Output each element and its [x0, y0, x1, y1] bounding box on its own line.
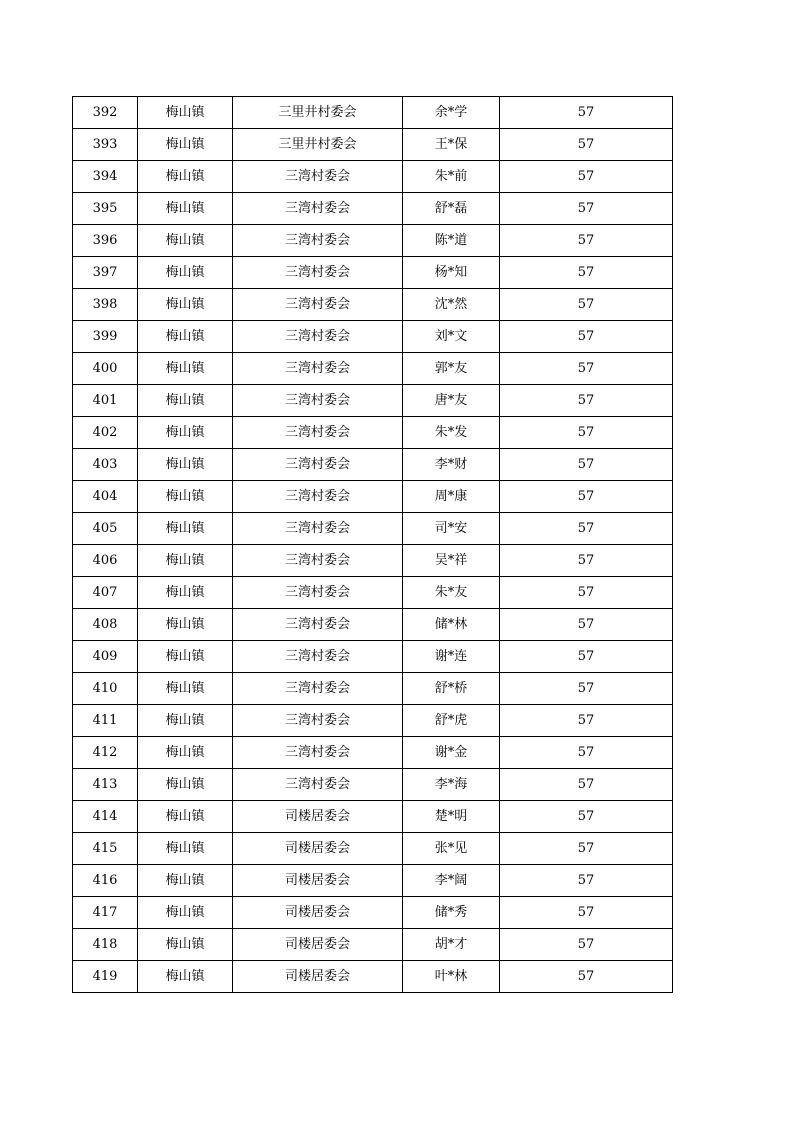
name-cell: 谢*连 — [403, 641, 500, 673]
table-row — [73, 865, 673, 897]
committee-cell: 三湾村委会 — [233, 545, 403, 577]
name-cell: 余*学 — [403, 97, 500, 129]
value-cell: 57 — [500, 769, 673, 801]
seq-cell: 418 — [73, 929, 138, 961]
table-row — [73, 801, 673, 833]
committee-cell: 三湾村委会 — [233, 225, 403, 257]
name-cell: 叶*林 — [403, 961, 500, 993]
town-cell: 梅山镇 — [138, 897, 233, 929]
value-cell: 57 — [500, 417, 673, 449]
name-cell: 李*财 — [403, 449, 500, 481]
value-cell: 57 — [500, 865, 673, 897]
seq-cell: 397 — [73, 257, 138, 289]
table-row — [73, 545, 673, 577]
seq-cell: 395 — [73, 193, 138, 225]
value-cell: 57 — [500, 641, 673, 673]
town-cell: 梅山镇 — [138, 865, 233, 897]
committee-cell: 三湾村委会 — [233, 193, 403, 225]
seq-cell: 411 — [73, 705, 138, 737]
roster-table — [72, 96, 673, 993]
committee-cell: 三湾村委会 — [233, 769, 403, 801]
value-cell: 57 — [500, 225, 673, 257]
town-cell: 梅山镇 — [138, 833, 233, 865]
name-cell: 舒*磊 — [403, 193, 500, 225]
name-cell: 王*保 — [403, 129, 500, 161]
name-cell: 杨*知 — [403, 257, 500, 289]
seq-cell: 403 — [73, 449, 138, 481]
table-row — [73, 353, 673, 385]
committee-cell: 司楼居委会 — [233, 929, 403, 961]
name-cell: 储*林 — [403, 609, 500, 641]
table-row — [73, 97, 673, 129]
table-row — [73, 321, 673, 353]
table-row — [73, 129, 673, 161]
table-row — [73, 417, 673, 449]
seq-cell: 413 — [73, 769, 138, 801]
value-cell: 57 — [500, 129, 673, 161]
name-cell: 吴*祥 — [403, 545, 500, 577]
seq-cell: 416 — [73, 865, 138, 897]
town-cell: 梅山镇 — [138, 481, 233, 513]
value-cell: 57 — [500, 385, 673, 417]
town-cell: 梅山镇 — [138, 97, 233, 129]
value-cell: 57 — [500, 833, 673, 865]
value-cell: 57 — [500, 545, 673, 577]
seq-cell: 415 — [73, 833, 138, 865]
seq-cell: 417 — [73, 897, 138, 929]
seq-cell: 407 — [73, 577, 138, 609]
committee-cell: 三湾村委会 — [233, 513, 403, 545]
committee-cell: 三湾村委会 — [233, 705, 403, 737]
committee-cell: 司楼居委会 — [233, 833, 403, 865]
table-row — [73, 641, 673, 673]
town-cell: 梅山镇 — [138, 513, 233, 545]
town-cell: 梅山镇 — [138, 385, 233, 417]
name-cell: 舒*虎 — [403, 705, 500, 737]
table-row — [73, 513, 673, 545]
table-row — [73, 289, 673, 321]
name-cell: 周*康 — [403, 481, 500, 513]
committee-cell: 三湾村委会 — [233, 353, 403, 385]
committee-cell: 三湾村委会 — [233, 385, 403, 417]
committee-cell: 三湾村委会 — [233, 449, 403, 481]
value-cell: 57 — [500, 961, 673, 993]
value-cell: 57 — [500, 929, 673, 961]
seq-cell: 398 — [73, 289, 138, 321]
name-cell: 沈*然 — [403, 289, 500, 321]
name-cell: 谢*金 — [403, 737, 500, 769]
town-cell: 梅山镇 — [138, 321, 233, 353]
table-row — [73, 161, 673, 193]
committee-cell: 三湾村委会 — [233, 737, 403, 769]
committee-cell: 三湾村委会 — [233, 321, 403, 353]
committee-cell: 司楼居委会 — [233, 801, 403, 833]
table-row — [73, 257, 673, 289]
seq-cell: 392 — [73, 97, 138, 129]
town-cell: 梅山镇 — [138, 225, 233, 257]
committee-cell: 三湾村委会 — [233, 641, 403, 673]
town-cell: 梅山镇 — [138, 641, 233, 673]
table-row — [73, 673, 673, 705]
name-cell: 朱*前 — [403, 161, 500, 193]
table-row — [73, 193, 673, 225]
name-cell: 舒*桥 — [403, 673, 500, 705]
seq-cell: 406 — [73, 545, 138, 577]
name-cell: 司*安 — [403, 513, 500, 545]
value-cell: 57 — [500, 577, 673, 609]
town-cell: 梅山镇 — [138, 129, 233, 161]
town-cell: 梅山镇 — [138, 609, 233, 641]
committee-cell: 三湾村委会 — [233, 481, 403, 513]
seq-cell: 405 — [73, 513, 138, 545]
town-cell: 梅山镇 — [138, 417, 233, 449]
seq-cell: 399 — [73, 321, 138, 353]
table-row — [73, 577, 673, 609]
value-cell: 57 — [500, 97, 673, 129]
value-cell: 57 — [500, 673, 673, 705]
committee-cell: 三里井村委会 — [233, 129, 403, 161]
name-cell: 郭*友 — [403, 353, 500, 385]
table-row — [73, 385, 673, 417]
table-row — [73, 897, 673, 929]
seq-cell: 400 — [73, 353, 138, 385]
seq-cell: 404 — [73, 481, 138, 513]
value-cell: 57 — [500, 801, 673, 833]
value-cell: 57 — [500, 161, 673, 193]
seq-cell: 393 — [73, 129, 138, 161]
seq-cell: 410 — [73, 673, 138, 705]
committee-cell: 三湾村委会 — [233, 257, 403, 289]
value-cell: 57 — [500, 257, 673, 289]
value-cell: 57 — [500, 609, 673, 641]
value-cell: 57 — [500, 449, 673, 481]
name-cell: 储*秀 — [403, 897, 500, 929]
name-cell: 李*海 — [403, 769, 500, 801]
town-cell: 梅山镇 — [138, 705, 233, 737]
seq-cell: 414 — [73, 801, 138, 833]
town-cell: 梅山镇 — [138, 801, 233, 833]
name-cell: 朱*发 — [403, 417, 500, 449]
name-cell: 楚*明 — [403, 801, 500, 833]
table-row — [73, 737, 673, 769]
town-cell: 梅山镇 — [138, 257, 233, 289]
value-cell: 57 — [500, 289, 673, 321]
seq-cell: 396 — [73, 225, 138, 257]
committee-cell: 三湾村委会 — [233, 417, 403, 449]
committee-cell: 司楼居委会 — [233, 961, 403, 993]
committee-cell: 三湾村委会 — [233, 289, 403, 321]
name-cell: 唐*友 — [403, 385, 500, 417]
value-cell: 57 — [500, 737, 673, 769]
name-cell: 朱*友 — [403, 577, 500, 609]
table-row — [73, 769, 673, 801]
committee-cell: 三里井村委会 — [233, 97, 403, 129]
value-cell: 57 — [500, 897, 673, 929]
seq-cell: 402 — [73, 417, 138, 449]
table-row — [73, 449, 673, 481]
town-cell: 梅山镇 — [138, 545, 233, 577]
value-cell: 57 — [500, 353, 673, 385]
town-cell: 梅山镇 — [138, 289, 233, 321]
name-cell: 张*见 — [403, 833, 500, 865]
town-cell: 梅山镇 — [138, 769, 233, 801]
value-cell: 57 — [500, 481, 673, 513]
table-row — [73, 961, 673, 993]
seq-cell: 394 — [73, 161, 138, 193]
name-cell: 胡*才 — [403, 929, 500, 961]
seq-cell: 412 — [73, 737, 138, 769]
town-cell: 梅山镇 — [138, 961, 233, 993]
town-cell: 梅山镇 — [138, 737, 233, 769]
town-cell: 梅山镇 — [138, 353, 233, 385]
table-row — [73, 481, 673, 513]
value-cell: 57 — [500, 321, 673, 353]
name-cell: 陈*道 — [403, 225, 500, 257]
table-row — [73, 929, 673, 961]
value-cell: 57 — [500, 705, 673, 737]
table-row — [73, 705, 673, 737]
value-cell: 57 — [500, 513, 673, 545]
seq-cell: 408 — [73, 609, 138, 641]
town-cell: 梅山镇 — [138, 929, 233, 961]
roster-table-body — [73, 97, 673, 993]
committee-cell: 三湾村委会 — [233, 609, 403, 641]
table-row — [73, 833, 673, 865]
town-cell: 梅山镇 — [138, 577, 233, 609]
seq-cell: 401 — [73, 385, 138, 417]
committee-cell: 三湾村委会 — [233, 673, 403, 705]
committee-cell: 司楼居委会 — [233, 865, 403, 897]
town-cell: 梅山镇 — [138, 161, 233, 193]
name-cell: 李*阔 — [403, 865, 500, 897]
name-cell: 刘*文 — [403, 321, 500, 353]
seq-cell: 409 — [73, 641, 138, 673]
town-cell: 梅山镇 — [138, 673, 233, 705]
seq-cell: 419 — [73, 961, 138, 993]
town-cell: 梅山镇 — [138, 193, 233, 225]
value-cell: 57 — [500, 193, 673, 225]
committee-cell: 司楼居委会 — [233, 897, 403, 929]
committee-cell: 三湾村委会 — [233, 577, 403, 609]
table-row — [73, 225, 673, 257]
table-row — [73, 609, 673, 641]
committee-cell: 三湾村委会 — [233, 161, 403, 193]
town-cell: 梅山镇 — [138, 449, 233, 481]
